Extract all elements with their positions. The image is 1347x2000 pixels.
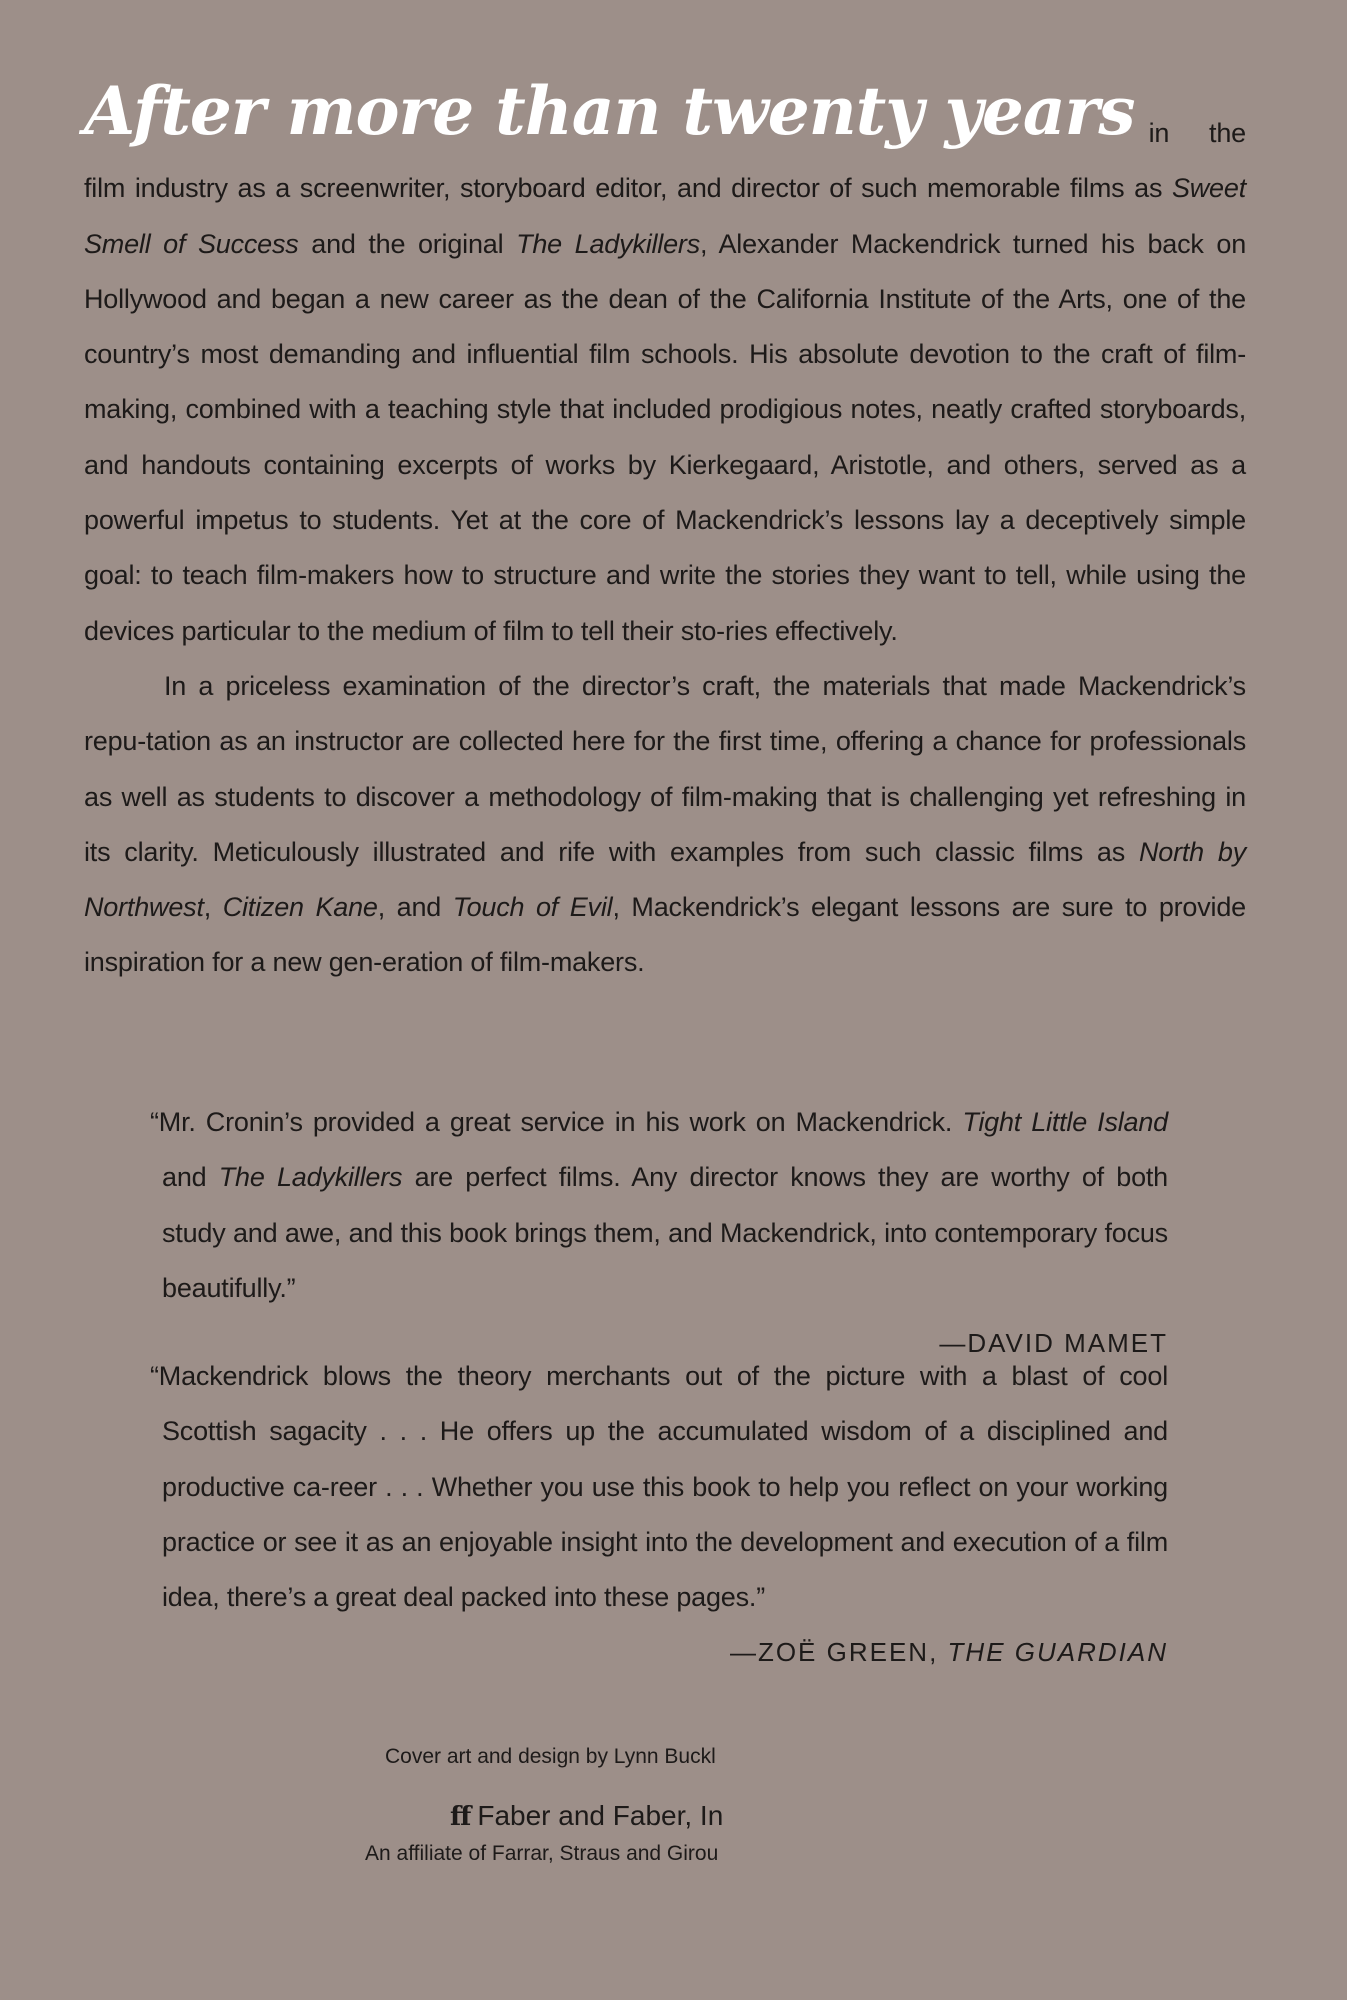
blurb-text (150, 1349, 1168, 1668)
blurb-attribution: —DAVID MAMET (939, 1328, 1168, 1359)
ff-logo-icon: ﬀ (450, 1802, 472, 1832)
text-run: and the original (298, 228, 517, 259)
text-run: in the film industry as a screenwriter, storyboard editor, and director of such memorable films as (84, 118, 1246, 204)
text-run: and (162, 1162, 219, 1193)
film-title: Touch of Evil (452, 892, 613, 923)
text-run: “Mr. Cronin’s provided a great service in his work on Mackendrick. (150, 1107, 963, 1137)
attribution-source: THE GUARDIAN (947, 1637, 1168, 1668)
script-lead-text: After more than twenty years (84, 72, 1135, 150)
attribution-name: —ZOË GREEN, (729, 1637, 948, 1668)
film-title: Tight Little Island (962, 1107, 1168, 1137)
publisher-affiliate: An affiliate of Farrar, Straus and Girou (365, 1842, 719, 1865)
description (84, 72, 1247, 991)
text-run: are perfect films. Any director knows they are worthy of both study and awe, and this book brings them, and Mackendrick, into contemporary focus beautifully.” (162, 1162, 1169, 1303)
cover-credit: Cover art and design by Lynn Buckl (385, 1745, 716, 1768)
description-paragraph-2 (84, 659, 1246, 991)
publisher-name: Faber and Faber, In (477, 1800, 724, 1831)
blurb-text (150, 1095, 1168, 1316)
blurb-green (150, 1349, 1168, 1681)
blurb-mamet (150, 1095, 1168, 1371)
text-run: In a priceless examination of the director’s craft, the materials that made Mackendrick’s repu-tation as an instructor are collected here for the first time, offering a chance for professionals as well as students to discover a methodology of film-making that is challenging yet refreshing in its clarity. Meticulously illustrated and rife with examples from such classic films as (84, 670, 1246, 867)
text-run: , and (377, 892, 453, 923)
film-title: Citizen Kane (222, 892, 378, 923)
publisher (450, 1800, 723, 1832)
film-title: North by Northwest (84, 836, 1246, 923)
text-run: “Mackendrick blows the theory merchants out of the picture with a blast of cool Scottish sagacity . . . He offers up the accumulated wisdom of a disciplined and productive ca-reer . . . Whether you use this book to help you reflect on your working practice or see it as an enjoyable insight into the development and execution of a film idea, there’s a great deal packed into these pages.” (150, 1361, 1168, 1613)
description-paragraph-1 (84, 72, 1247, 659)
blurb-attribution (729, 1625, 1168, 1680)
film-title: The Ladykillers (516, 228, 700, 259)
film-title: The Ladykillers (218, 1162, 403, 1193)
film-title: Sweet Smell of Success (84, 173, 1246, 259)
text-run: , (203, 892, 223, 923)
text-run: , Mackendrick’s elegant lessons are sure to provide inspiration for a new gen-eration of film-makers. (84, 892, 1246, 978)
text-run: , Alexander Mackendrick turned his back on Hollywood and began a new career as the dean of the California Institute of the Arts, one of the country’s most demanding and influential film schools. His absolute devotion to the craft of film-making, combined with a teaching style that included prodigious notes, neatly crafted storyboards, and handouts containing excerpts of works by Kierkegaard, Aristotle, and others, served as a powerful impetus to students. Yet at the core of Mackendrick’s lessons lay a deceptively simple goal: to teach film-makers how to structure and write the stories they want to tell, while using the devices particular to the medium of film to tell their sto-ries effectively. (84, 228, 1247, 646)
